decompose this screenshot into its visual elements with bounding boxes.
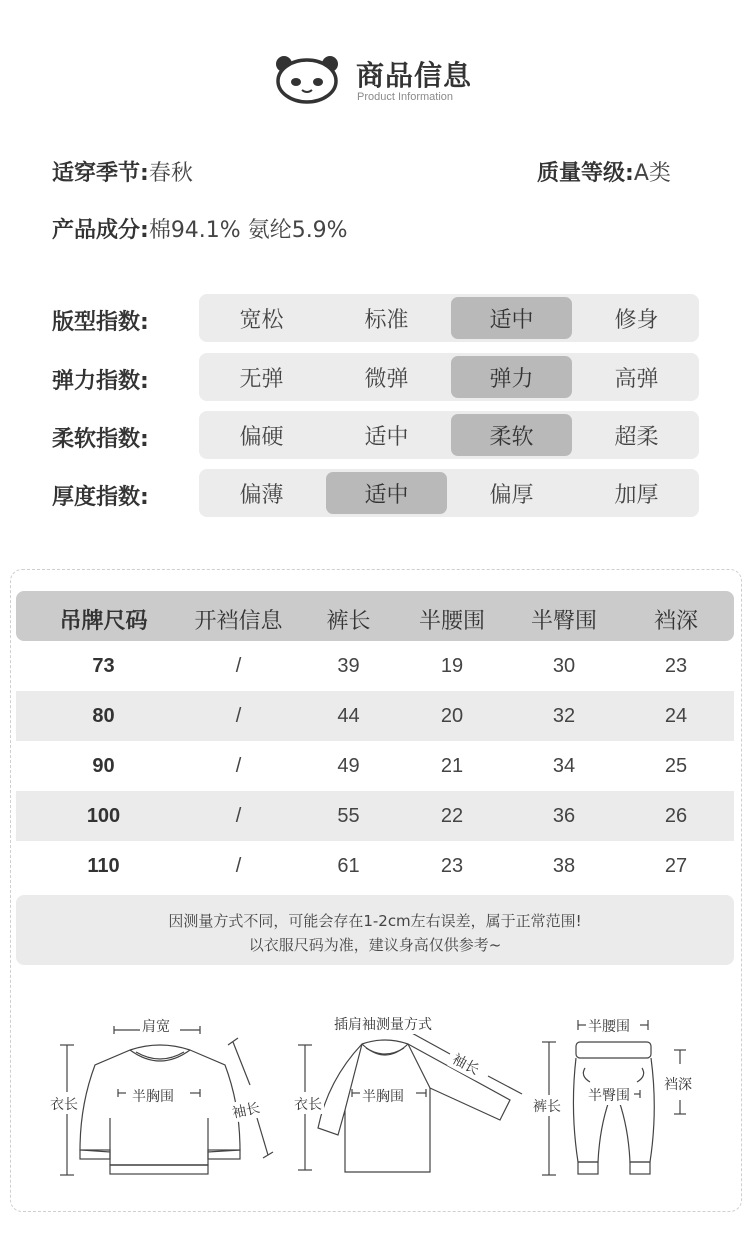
cell-waist: 21 xyxy=(440,755,464,777)
cell-rise: 23 xyxy=(664,655,688,677)
shoulder-width-label: 肩宽 xyxy=(140,1016,172,1036)
cell-waist: 23 xyxy=(440,855,464,877)
raglan-length-label: 衣长 xyxy=(292,1094,324,1114)
cell-opening: / xyxy=(235,855,242,877)
pants-hip-label: 半臀围 xyxy=(586,1085,632,1105)
note-line-1: 因测量方式不同，可能会存在1-2cm左右误差，属于正常范围! xyxy=(168,912,582,930)
cell-size: 110 xyxy=(87,855,120,877)
header-tag-size: 吊牌尺码 xyxy=(59,609,148,634)
cell-size: 73 xyxy=(92,655,115,677)
fit-option: 宽松 xyxy=(239,307,284,333)
cell-size: 90 xyxy=(92,755,115,777)
raglan-method-title: 插肩袖测量方式 xyxy=(332,1014,434,1034)
pants-measure-diagram xyxy=(530,1010,730,1185)
table-row xyxy=(16,741,734,791)
header-half-waist: 半腰围 xyxy=(418,609,485,634)
raglan-sleeve-label: 袖长 xyxy=(447,1048,485,1081)
softness-option: 偏硬 xyxy=(239,424,284,450)
cell-hip: 34 xyxy=(552,755,576,777)
cell-rise: 27 xyxy=(664,855,688,877)
material-value: 棉94.1% 氨纶5.9% xyxy=(148,218,348,243)
pants-rise-label: 裆深 xyxy=(662,1074,694,1094)
note-line-2: 以衣服尺码为准，建议身高仅供参考~ xyxy=(248,936,502,954)
cell-opening: / xyxy=(235,655,242,677)
season-label: 适穿季节: xyxy=(52,161,149,186)
cell-hip: 32 xyxy=(552,705,576,727)
quality-label: 质量等级: xyxy=(537,161,634,186)
cell-rise: 24 xyxy=(664,705,688,727)
cell-rise: 26 xyxy=(664,805,688,827)
elasticity-option: 高弹 xyxy=(614,366,659,392)
thickness-option: 偏厚 xyxy=(489,482,534,508)
softness-index-scale xyxy=(199,411,699,459)
table-row xyxy=(16,841,734,891)
cell-opening: / xyxy=(235,805,242,827)
raglan-measure-diagram xyxy=(290,1010,530,1185)
header-crotch-opening: 开裆信息 xyxy=(194,609,283,634)
fit-option-selected: 适中 xyxy=(451,297,572,339)
cell-hip: 36 xyxy=(552,805,576,827)
thickness-index-label: 厚度指数: xyxy=(52,485,149,510)
cell-waist: 19 xyxy=(440,655,464,677)
page-subtitle: Product Information xyxy=(357,91,453,103)
panda-icon xyxy=(274,52,340,108)
sweater-sleeve-label: 袖长 xyxy=(228,1097,263,1123)
fit-index-scale xyxy=(199,294,699,342)
sweater-length-label: 衣长 xyxy=(48,1094,80,1114)
fit-option: 标准 xyxy=(364,307,409,333)
header-half-hip: 半臀围 xyxy=(530,609,597,634)
cell-length: 49 xyxy=(337,755,360,777)
cell-size: 80 xyxy=(92,705,115,727)
cell-waist: 20 xyxy=(440,705,464,727)
pants-waist-label: 半腰围 xyxy=(586,1016,632,1036)
table-row xyxy=(16,791,734,841)
raglan-chest-label: 半胸围 xyxy=(360,1086,406,1106)
cell-length: 55 xyxy=(337,805,360,827)
cell-length: 39 xyxy=(337,655,360,677)
thickness-option-selected: 适中 xyxy=(326,472,447,514)
softness-option: 超柔 xyxy=(614,424,659,450)
sweater-measure-diagram xyxy=(40,1010,280,1185)
elasticity-option: 无弹 xyxy=(239,366,284,392)
page-title: 商品信息 xyxy=(356,59,473,92)
cell-hip: 30 xyxy=(552,655,576,677)
cell-opening: / xyxy=(235,755,242,777)
cell-length: 61 xyxy=(337,855,360,877)
fit-index-label: 版型指数: xyxy=(52,310,149,335)
elasticity-option-selected: 弹力 xyxy=(451,356,572,398)
thickness-option: 偏薄 xyxy=(239,482,284,508)
quality-info xyxy=(537,156,671,187)
softness-option: 适中 xyxy=(364,424,409,450)
cell-rise: 25 xyxy=(664,755,688,777)
quality-value: A类 xyxy=(633,161,671,186)
cell-hip: 38 xyxy=(552,855,576,877)
softness-option-selected: 柔软 xyxy=(451,414,572,456)
cell-size: 100 xyxy=(86,805,121,827)
cell-opening: / xyxy=(235,705,242,727)
material-label: 产品成分: xyxy=(52,218,149,243)
thickness-index-scale xyxy=(199,469,699,517)
table-row xyxy=(16,691,734,741)
pants-length-label: 裤长 xyxy=(531,1096,563,1116)
season-value: 春秋 xyxy=(148,161,193,186)
material-info xyxy=(52,213,348,244)
header-rise: 裆深 xyxy=(653,609,698,634)
fit-option: 修身 xyxy=(614,307,659,333)
elasticity-index-label: 弹力指数: xyxy=(52,369,149,394)
size-table-header xyxy=(16,591,734,641)
thickness-option: 加厚 xyxy=(614,482,659,508)
softness-index-label: 柔软指数: xyxy=(52,427,149,452)
header-pants-length: 裤长 xyxy=(326,609,371,634)
elasticity-index-scale xyxy=(199,353,699,401)
elasticity-option: 微弹 xyxy=(364,366,409,392)
season-info xyxy=(52,156,193,187)
cell-waist: 22 xyxy=(440,805,464,827)
sweater-chest-label: 半胸围 xyxy=(130,1086,176,1106)
raglan-illustration xyxy=(290,1010,530,1185)
measurement-note xyxy=(16,895,734,965)
cell-length: 44 xyxy=(337,705,360,727)
table-row xyxy=(16,641,734,691)
